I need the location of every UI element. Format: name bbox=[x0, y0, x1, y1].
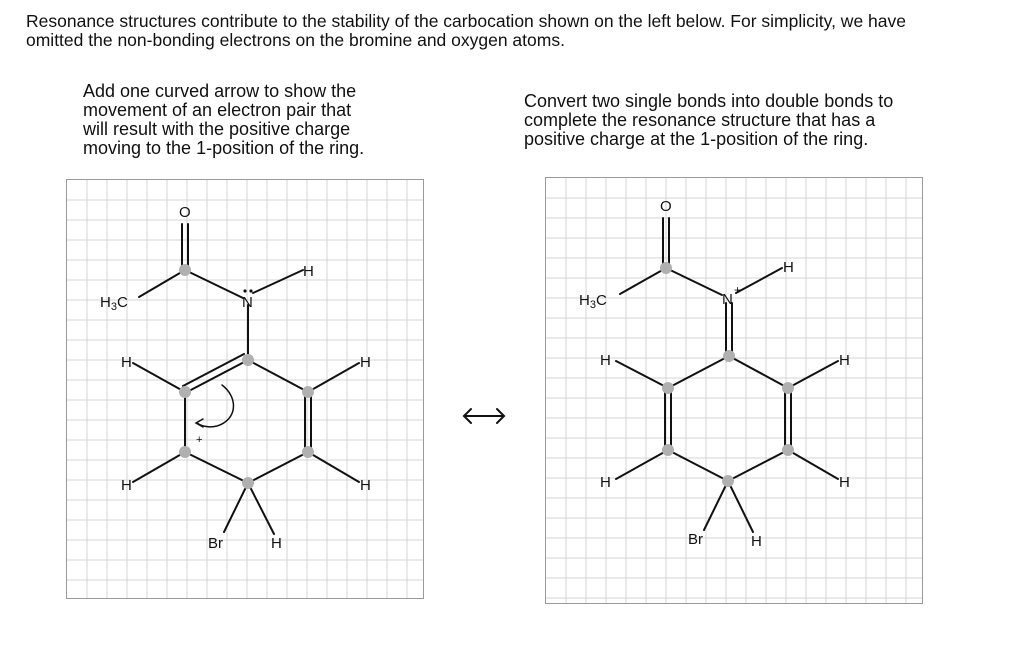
methyl-bond[interactable] bbox=[139, 270, 185, 297]
ring-bond-1-6[interactable] bbox=[248, 360, 308, 392]
curved-arrow[interactable] bbox=[197, 385, 233, 427]
atom-dot[interactable] bbox=[179, 446, 191, 458]
atom-dot[interactable] bbox=[179, 264, 191, 276]
atom-dot[interactable] bbox=[242, 477, 254, 489]
bromine-label[interactable]: Br bbox=[688, 531, 703, 548]
atom-dot[interactable] bbox=[179, 386, 191, 398]
c4-h-bond[interactable] bbox=[728, 481, 753, 532]
oxygen-label[interactable]: O bbox=[660, 198, 672, 215]
atom-dot[interactable] bbox=[723, 350, 735, 362]
intro-line-1: Resonance structures contribute to the stability of the carbocation shown on the left below. For simplicity, we have bbox=[26, 12, 906, 31]
c4-h-bond[interactable] bbox=[248, 483, 274, 534]
h-lower-left-label[interactable]: H bbox=[600, 474, 611, 491]
left-grid bbox=[67, 180, 423, 598]
ring-bond-1-2[interactable] bbox=[668, 356, 729, 388]
atom-dot[interactable] bbox=[242, 354, 254, 366]
h-lower-left-label[interactable]: H bbox=[121, 477, 132, 494]
h-bond-upper-right[interactable] bbox=[788, 361, 838, 388]
ring-bond-4-5[interactable] bbox=[728, 450, 788, 481]
right-instruction bbox=[524, 92, 893, 149]
bromine-label[interactable]: Br bbox=[208, 535, 223, 552]
intro-text bbox=[26, 12, 1024, 50]
atom-dot[interactable] bbox=[722, 475, 734, 487]
h-on-n-label[interactable]: H bbox=[303, 263, 314, 280]
ring-bond-1-2b[interactable] bbox=[183, 354, 244, 386]
ring-bond-4-5[interactable] bbox=[248, 452, 308, 483]
positive-charge: + bbox=[196, 434, 203, 446]
right-instruction-line: complete the resonance structure that has a bbox=[524, 110, 876, 130]
left-instruction-line: will result with the positive charge bbox=[83, 119, 351, 139]
nitrogen-label[interactable]: N bbox=[722, 291, 733, 308]
double-headed-arrow-icon bbox=[460, 402, 508, 430]
methyl-label[interactable]: $H_3C$ bbox=[579, 292, 607, 311]
n-h-bond[interactable] bbox=[736, 268, 782, 293]
resonance-arrow bbox=[460, 402, 508, 430]
atom-dot[interactable] bbox=[782, 382, 794, 394]
n-h-bond[interactable] bbox=[253, 270, 303, 293]
h-bottom-label[interactable]: H bbox=[271, 535, 282, 552]
positive-charge: + bbox=[734, 283, 742, 297]
left-instruction-line: moving to the 1-position of the ring. bbox=[83, 138, 365, 158]
br-bond[interactable] bbox=[224, 483, 248, 532]
atom-dot[interactable] bbox=[782, 444, 794, 456]
left-molecule-svg bbox=[67, 180, 423, 598]
atom-dot[interactable] bbox=[302, 446, 314, 458]
oxygen-label[interactable]: O bbox=[179, 204, 191, 221]
right-grid bbox=[546, 178, 922, 603]
h-lower-right-label[interactable]: H bbox=[839, 474, 850, 491]
left-instruction bbox=[83, 82, 364, 158]
atom-dot[interactable] bbox=[302, 386, 314, 398]
h-on-n-label[interactable]: H bbox=[783, 259, 794, 276]
left-instruction-line: movement of an electron pair that bbox=[83, 100, 352, 120]
atom-dot[interactable] bbox=[662, 382, 674, 394]
h-bond-lower-left[interactable] bbox=[616, 450, 668, 479]
right-drawing-canvas[interactable] bbox=[545, 177, 923, 604]
ring-bond-3-4[interactable] bbox=[668, 450, 728, 481]
h-bond-lower-right[interactable] bbox=[308, 452, 359, 482]
h-upper-right-label[interactable]: H bbox=[839, 352, 850, 369]
left-instruction-line: Add one curved arrow to show the bbox=[83, 81, 357, 101]
h-bond-lower-left[interactable] bbox=[133, 452, 185, 482]
h-bond-upper-left[interactable] bbox=[133, 363, 185, 392]
nitrogen-label[interactable]: N bbox=[242, 294, 253, 311]
h-upper-left-label[interactable]: H bbox=[600, 352, 611, 369]
lone-pair-dot bbox=[249, 289, 252, 292]
h-bottom-label[interactable]: H bbox=[751, 533, 762, 550]
atom-dot[interactable] bbox=[662, 444, 674, 456]
carbonyl-n-bond[interactable] bbox=[185, 270, 243, 298]
h-bond-upper-left[interactable] bbox=[616, 361, 668, 388]
ring-bond-1-2a[interactable] bbox=[187, 360, 248, 392]
h-upper-left-label[interactable]: H bbox=[121, 354, 132, 371]
lone-pair-dot bbox=[243, 289, 246, 292]
methyl-label[interactable]: $H_3C$ bbox=[100, 294, 128, 313]
right-molecule-svg bbox=[546, 178, 922, 603]
h-lower-right-label[interactable]: H bbox=[360, 477, 371, 494]
ring-bond-3-4[interactable] bbox=[185, 452, 248, 483]
right-instruction-line: positive charge at the 1-position of the ring. bbox=[524, 129, 869, 149]
ring-bond-1-6[interactable] bbox=[729, 356, 788, 388]
h-upper-right-label[interactable]: H bbox=[360, 354, 371, 371]
h-bond-upper-right[interactable] bbox=[308, 363, 359, 392]
atom-dot[interactable] bbox=[660, 262, 672, 274]
right-instruction-line: Convert two single bonds into double bonds to bbox=[524, 91, 894, 111]
methyl-bond[interactable] bbox=[620, 268, 666, 294]
h-bond-lower-right[interactable] bbox=[788, 450, 838, 479]
br-bond[interactable] bbox=[704, 481, 728, 530]
intro-line-2: omitted the non-bonding electrons on the bromine and oxygen atoms. bbox=[26, 30, 565, 50]
carbonyl-n-bond[interactable] bbox=[666, 268, 722, 295]
left-drawing-canvas[interactable] bbox=[66, 179, 424, 599]
